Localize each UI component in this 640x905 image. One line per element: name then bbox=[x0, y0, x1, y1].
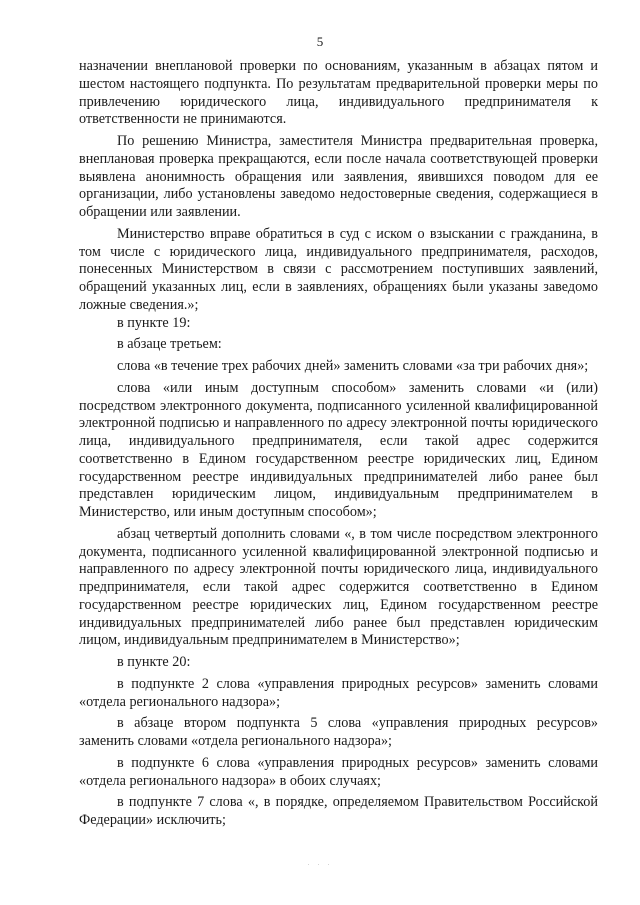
paragraph: в подпункте 6 слова «управления природных ресурсов» заменить словами «отдела регионального надзора» в обоих случаях; bbox=[79, 754, 598, 789]
paragraph: в подпункте 2 слова «управления природных ресурсов» заменить словами «отдела регионального надзора»; bbox=[79, 675, 598, 710]
paragraph: абзац четвертый дополнить словами «, в том числе посредством электронного документа, подписанного усиленной квалифицированной электронной подписью и направленного по адресу электронной почты юридического лица, индивидуального предпринимателя, если такой адрес содержится соответственно в Едином государственном реестре юридических лиц, Едином государственном реестре индивидуальных предпринимателей либо ранее был представлен юридическим лицом, индивидуальным предпринимателем в Министерство»; bbox=[79, 525, 598, 649]
paragraph: Министерство вправе обратиться в суд с иском о взыскании с гражданина, в том числе с юридического лица, индивидуального предпринимателя, расходов, понесенных Министерством в связи с рассмотрением поступивших заявлений, обращений указанных лиц, если в заявлениях, обращениях были указаны заведомо ложные сведения.»; bbox=[79, 225, 598, 313]
paragraph: слова «в течение трех рабочих дней» заменить словами «за три рабочих дня»; bbox=[117, 358, 589, 374]
paragraph: в подпункте 7 слова «, в порядке, определяемом Правительством Российской Федерации» исключить; bbox=[79, 794, 598, 828]
paragraph: По решению Министра, заместителя Министра предварительная проверка, внеплановая проверка прекращаются, если после начала соответствующей проверки выявлена анонимность обращения или заявления, явившихся поводом для ее организации, либо установлены заведомо недостоверные сведения, содержащиеся в обращении или заявлении. bbox=[79, 133, 598, 220]
paragraph: в пункте 20: bbox=[117, 654, 191, 670]
paragraph: слова «или иным доступным способом» заменить словами «и (или) посредством электронного документа, подписанного усиленной квалифицированной электронной подписью и направленного по адресу электронной почты юридического лица, индивидуального предпринимателя, если такой адрес содержится соответственно в Едином государственном реестре юридических лиц, Едином государственном реестре индивидуальных предпринимателей либо ранее был представлен юридическим лицом, индивидуальным предпринимателем в Министерство, или иным доступным способом»; bbox=[79, 379, 598, 520]
paragraph: в абзаце втором подпункта 5 слова «управления природных ресурсов» заменить словами «отдела регионального надзора»; bbox=[79, 715, 598, 749]
paragraph: в абзаце третьем: bbox=[117, 336, 222, 353]
paragraph: назначении внеплановой проверки по основаниям, указанным в абзацах пятом и шестом настоящего подпункта. По результатам предварительной проверки меры по привлечению юридического лица, индивидуального предпринимателя к ответственности не принимаются. bbox=[79, 58, 598, 128]
document-body bbox=[79, 58, 598, 830]
paragraph: в пункте 19: bbox=[117, 314, 191, 331]
footer-scan-mark: . . . bbox=[307, 858, 333, 867]
page-number: 5 bbox=[316, 34, 324, 49]
